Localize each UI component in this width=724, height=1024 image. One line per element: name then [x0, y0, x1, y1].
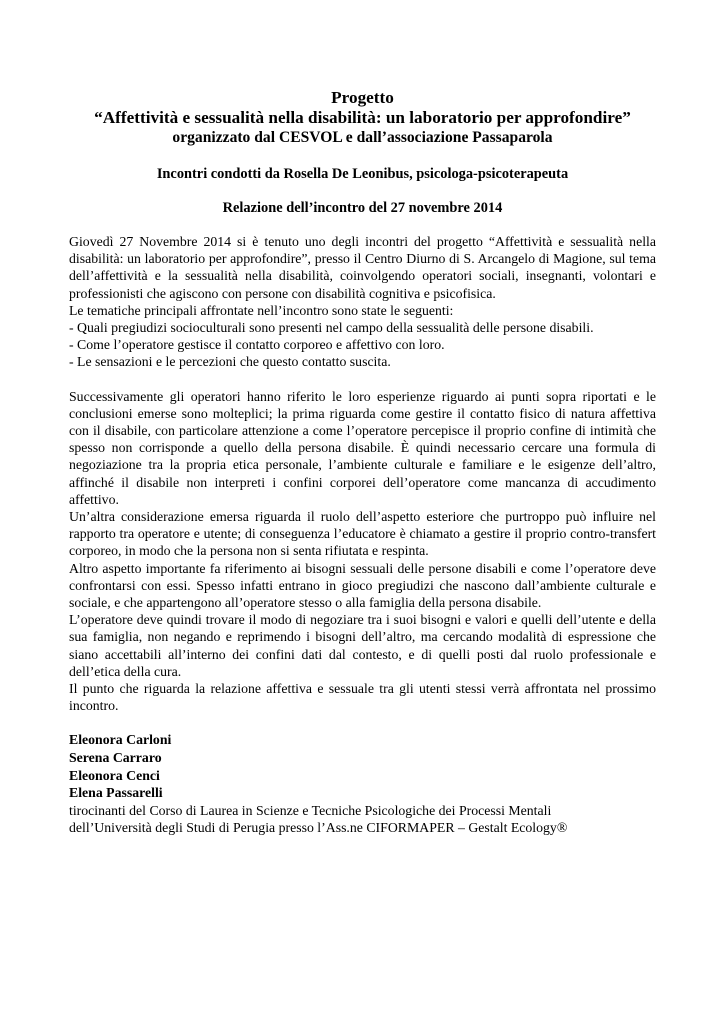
- body-paragraph: Un’altra considerazione emersa riguarda il ruolo dell’aspetto esteriore che purtroppo può influire nel rapporto tra operatore e utente; di conseguenza l’educatore è chiamato a gestire il proprio contro-transfert corporeo, in modo che la persona non si senta rifiutata e respinta.: [69, 509, 656, 559]
- topics-lead: Le tematiche principali affrontate nell’incontro sono state le seguenti:: [69, 302, 454, 318]
- affiliation-line: tirocinanti del Corso di Laurea in Scienze e Tecniche Psicologiche dei Processi Mentali: [69, 802, 552, 818]
- body-paragraph: Successivamente gli operatori hanno riferito le loro esperienze riguardo ai punti sopra riportati e le conclusioni emerse sono molteplici; la prima riguarda come gestire il contatto fisico di natura affettiva con il disabile, con particolare attenzione a come l’operatore percepisce il proprio confine di intimità che spesso non corrisponde a quello della persona disabile. È quindi necessario cercare una formula di negoziazione tra la propria etica personale, l’ambiente culturale e familiare e le esigenze dell’altro, affinché il disabile non interpreti i confini corporei dell’operatore come mancanza di accudimento affettivo.: [69, 388, 656, 507]
- project-title: “Affettività e sessualità nella disabilità: un laboratorio per approfondire”: [94, 108, 631, 127]
- body-paragraph: Il punto che riguarda la relazione affettiva e sessuale tra gli utenti stessi verrà affrontata nel prossimo incontro.: [69, 681, 656, 714]
- topic-item: - Quali pregiudizi socioculturali sono presenti nel campo della sessualità delle persone disabili.: [69, 320, 594, 336]
- affiliation-line: dell’Università degli Studi di Perugia presso l’Ass.ne CIFORMAPER – Gestalt Ecology®: [69, 820, 568, 836]
- intro-section: [69, 233, 656, 371]
- topic-item: - Le sensazioni e le percezioni che questo contatto suscita.: [69, 354, 391, 370]
- signature-block: [69, 731, 656, 836]
- body-section: [69, 388, 656, 715]
- body-paragraph: L’operatore deve quindi trovare il modo di negoziare tra i suoi bisogni e valori e quelli dell’utente e della sua famiglia, non negando e reprimendo i bisogni dell’altro, ma cercando modalità di espressione che siano accettabili all’interno dei confini dati dal contesto, e di quelli posti dal ruolo professionale e dell’etica della cura.: [69, 612, 656, 679]
- author-name: Elena Passarelli: [69, 785, 163, 801]
- intro-paragraph: Giovedì 27 Novembre 2014 si è tenuto uno degli incontri del progetto “Affettività e sessualità nella disabilità: un laboratorio per approfondire”, presso il Centro Diurno di S. Arcangelo di Magione, sul tema dell’affettività e la sessualità nella disabilità, coinvolgendo operatori sociali, insegnanti, volontari e professionisti che agiscono con persone con disabilità cognitiva e psicofisica.: [69, 234, 656, 301]
- author-name: Eleonora Carloni: [69, 732, 172, 748]
- document-page: [69, 88, 656, 836]
- body-paragraph: Altro aspetto importante fa riferimento ai bisogni sessuali delle persone disabili e come l’operatore deve confrontarsi con essi. Spesso infatti entrano in gioco pregiudizi che nascono dall’ambiente culturale e sociale, e che appartengono all’operatore stesso o alla famiglia della persona disabile.: [69, 560, 656, 611]
- author-name: Eleonora Cenci: [69, 767, 160, 783]
- report-title: Relazione dell’incontro del 27 novembre 2014: [222, 200, 503, 216]
- facilitator-line: Incontri condotti da Rosella De Leonibus, psicologa-psicoterapeuta: [156, 166, 569, 182]
- topic-item: - Come l’operatore gestisce il contatto corporeo e affettivo con loro.: [69, 337, 445, 353]
- author-name: Serena Carraro: [69, 750, 162, 766]
- organizers-line: organizzato dal CESVOL e dall’associazione Passaparola: [172, 129, 553, 146]
- project-label: Progetto: [331, 88, 394, 107]
